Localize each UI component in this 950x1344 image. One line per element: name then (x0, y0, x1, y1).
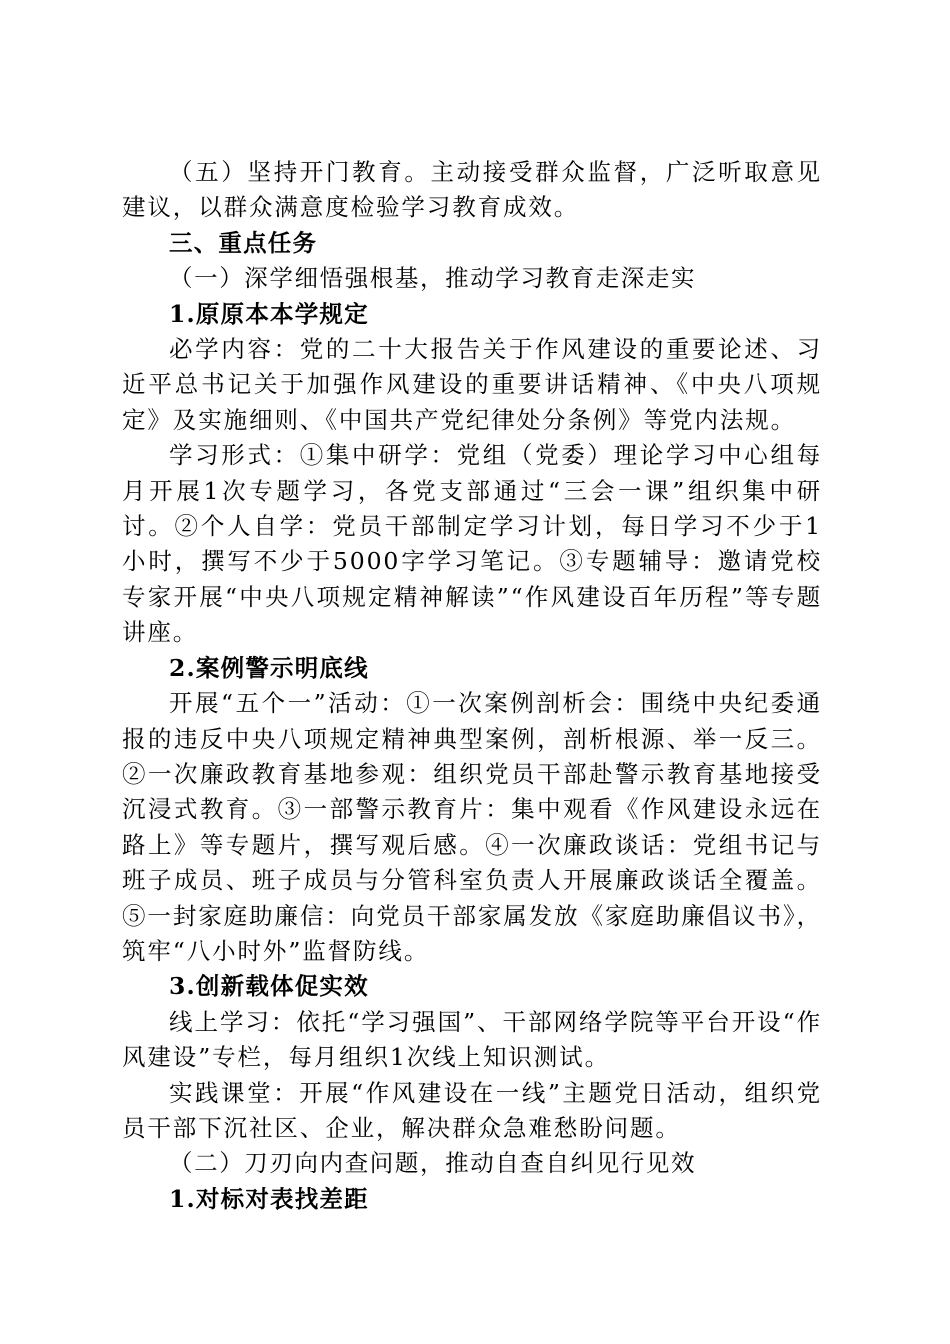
item-heading-innovative-carriers: 3.创新载体促实效 (169, 972, 369, 1001)
paragraph-five-ones-activity: 开展“五个一”活动：①一次案例剖析会：围绕中央纪委通报的违反中央八项规定精神典型案例，剖析根源、举一反三。②一次廉政教育基地参观：组织党员干部赴警示教育基地接受沉浸式教育。③一部警示教育片：集中观看《作风建设永远在路上》等专题片，撰写观后感。④一次廉政谈话：党组书记与班子成员、班子成员与分管科室负责人开展廉政谈话全覆盖。⑤一封家庭助廉信：向党员干部家属发放《家庭助廉倡议书》，筑牢“八小时外”监督防线。 (122, 689, 822, 965)
paragraph-study-forms: 学习形式：①集中研学：党组（党委）理论学习中心组每月开展1次专题学习，各党支部通过“三会一课”组织集中研讨。②个人自学：党员干部制定学习计划，每日学习不少于1小时，撰写不少于5000字学习笔记。③专题辅导：邀请党校专家开展“中央八项规定精神解读”“作风建设百年历程”等专题讲座。 (122, 441, 822, 647)
section-heading-key-tasks: 三、重点任务 (169, 228, 318, 257)
item-heading-case-warning: 2.案例警示明底线 (169, 653, 369, 682)
subsection-heading-deep-study: （一）深学细悟强根基，推动学习教育走深走实 (169, 264, 697, 293)
paragraph-online-study: 线上学习：依托“学习强国”、干部网络学院等平台开设“作风建设”专栏，每月组织1次线上知识测试。 (122, 1007, 822, 1072)
paragraph-practice-classroom: 实践课堂：开展“作风建设在一线”主题党日活动，组织党员干部下沉社区、企业，解决群众急难愁盼问题。 (122, 1078, 822, 1142)
paragraph-required-content: 必学内容：党的二十大报告关于作风建设的重要论述、习近平总书记关于加强作风建设的重要讲话精神、《中央八项规定》及实施细则、《中国共产党纪律处分条例》等党内法规。 (122, 335, 822, 434)
subsection-heading-self-inspection: （二）刀刃向内查问题，推动自查自纠见行见效 (169, 1149, 697, 1178)
item-heading-find-gaps: 1.对标对表找差距 (169, 1184, 369, 1213)
paragraph-open-door-education: （五）坚持开门教育。主动接受群众监督，广泛听取意见建议，以群众满意度检验学习教育成效。 (122, 158, 822, 222)
item-heading-study-rules: 1.原原本本学规定 (169, 299, 369, 328)
